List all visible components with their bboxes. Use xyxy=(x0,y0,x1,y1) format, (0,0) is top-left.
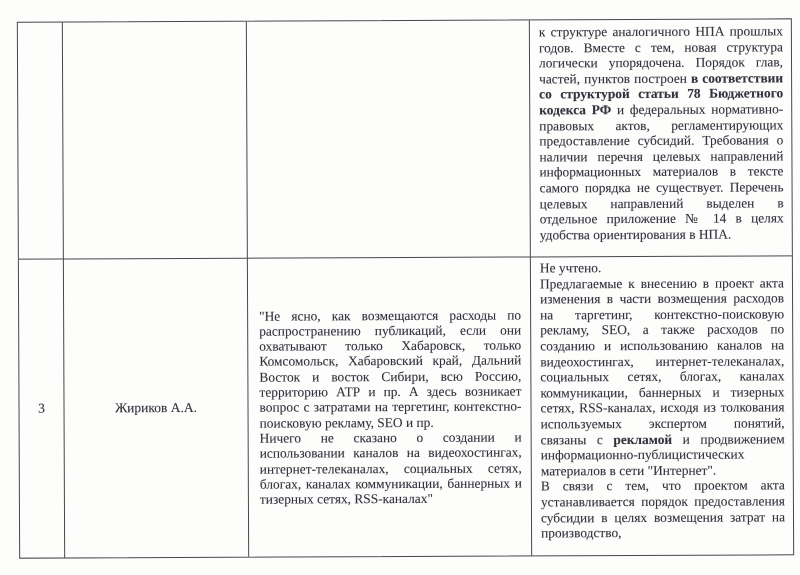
prev-row-comment-cell xyxy=(247,20,531,258)
response-text-bold: рекламой xyxy=(613,431,673,447)
row3-author-cell xyxy=(64,259,249,558)
row3-comment-cell xyxy=(248,257,532,556)
prev-row-number-cell xyxy=(18,22,64,259)
comments-review-table xyxy=(17,18,794,558)
row3-response-cell xyxy=(531,256,793,555)
prev-row-author-cell xyxy=(63,22,248,260)
response-status: Не учтено. xyxy=(539,260,602,276)
row-number: 3 xyxy=(38,400,45,416)
response-text-normal: к структуре аналогичного НПА прошлых годов. Вместе с тем, новая структура логически упорядочена. Порядок глав, частей, пунктов построен xyxy=(538,23,784,87)
comment-paragraph: "Не ясно, как возмещаются расходы по распространению публикаций, если они охватывают только Хабаровск, только Комсомольск, Хабаровский край, Дальний Восток и восток Сибири, всю Россию, территорию АТР и пр. А здесь возникает вопрос с затратами на тергетинг, контекстно-поисковую рекламу, SEO и пр. xyxy=(259,307,522,431)
response-text-normal: Предлагаемые к внесению в проект акта изменения в части возмещения расходов на таргетинг, контекстно-поисковую рекламу, SEO, а также расходов по созданию и использованию каналов на видеохостингах, интернет-телеканалах, социальных сетях, блогах, каналах коммуникации, баннерных и тизерных сетях, RSS-каналах, исходя из толкования используемых экспертом понятий, связаны с xyxy=(539,274,785,447)
response-text-normal: и продвижением информационно-публицистических материалов в сети "Интернет". xyxy=(540,430,785,479)
response-paragraph xyxy=(540,275,785,479)
response-text-normal: и федеральных нормативно-правовых актов, регламентирующих предоставление субсидий. Требования о наличии перечня целевых направлений информационных материалов в тексте самого порядка не существует. Перечень целевых направлений выделен в отдельное приложение № 14 в целях удобства ориентирования в НПА. xyxy=(539,101,784,243)
row3-number-cell xyxy=(19,259,65,557)
comment-paragraph: Ничего не сказано о создании и использовании каналов на видеохостингах, интернет-телеканалах, социальных сетях, блогах, каналах коммуникации, баннерных и тизерных сетях, RSS-каналах" xyxy=(259,429,522,507)
response-text-bold: в соответствии со структурой статьи 78 Бюджетного кодекса РФ xyxy=(539,70,784,118)
response-paragraph: В связи с тем, что проектом акта устанавливается порядок предоставления субсидии в целях возмещения затрат на производство, xyxy=(540,477,786,541)
prev-row-response-cell xyxy=(530,19,792,257)
author-name: Жириков А.А. xyxy=(115,399,198,416)
prev-row-response-paragraph xyxy=(539,23,784,242)
